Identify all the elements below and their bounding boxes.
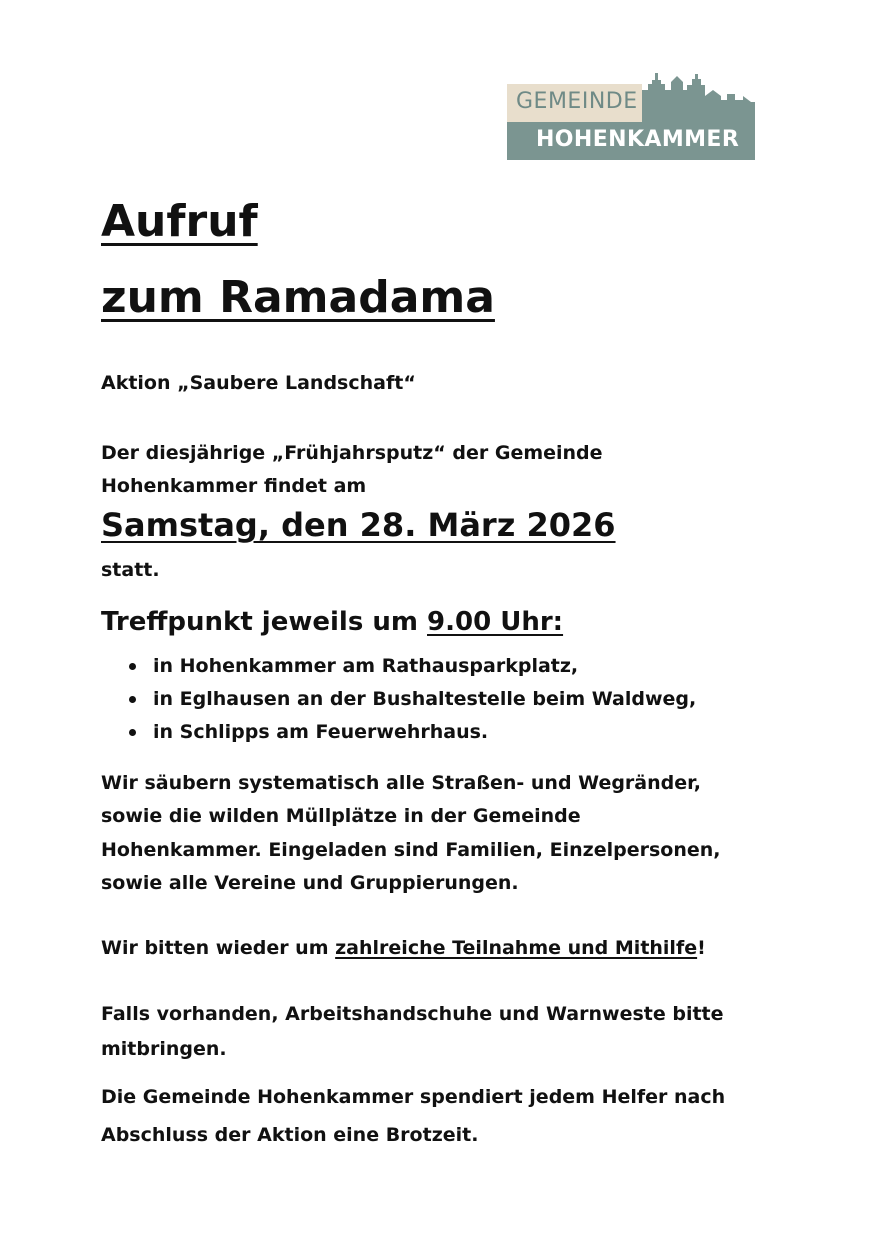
request-suffix: ! bbox=[697, 937, 706, 959]
request-underlined: zahlreiche Teilnahme und Mithilfe bbox=[335, 937, 698, 959]
logo-word-hohenkammer: HOHENKAMMER bbox=[536, 127, 740, 152]
meeting-point-heading bbox=[101, 607, 563, 638]
snack-line-2: Abschluss der Aktion eine Brotzeit. bbox=[101, 1124, 479, 1146]
meeting-time: 9.00 Uhr: bbox=[427, 607, 564, 637]
event-date: Samstag, den 28. März 2026 bbox=[101, 506, 616, 544]
bring-line-2: mitbringen. bbox=[101, 1038, 227, 1060]
request-prefix: Wir bitten wieder um bbox=[101, 937, 336, 959]
logo-word-gemeinde: GEMEINDE bbox=[516, 89, 638, 114]
title-line-1: Aufruf bbox=[101, 196, 258, 247]
action-subtitle: Aktion „Saubere Landschaft“ bbox=[101, 372, 416, 394]
location-item: in Schlipps am Feuerwehrhaus. bbox=[123, 716, 696, 749]
location-item: in Hohenkammer am Rathausparkplatz, bbox=[123, 650, 696, 683]
meeting-label: Treffpunkt jeweils um bbox=[101, 607, 428, 637]
body-line-3: Hohenkammer. Eingeladen sind Familien, Einzelpersonen, bbox=[101, 839, 721, 861]
intro-line-2: Hohenkammer findet am bbox=[101, 475, 367, 497]
body-line-2: sowie die wilden Müllplätze in der Gemeinde bbox=[101, 805, 581, 827]
bring-line-1: Falls vorhanden, Arbeitshandschuhe und Warnweste bitte bbox=[101, 1003, 724, 1025]
meeting-locations-list bbox=[123, 650, 696, 749]
title-line-2: zum Ramadama bbox=[101, 272, 495, 323]
municipality-logo bbox=[507, 72, 757, 162]
request-line bbox=[101, 932, 706, 965]
intro-line-1: Der diesjährige „Frühjahrsputz“ der Gemeinde bbox=[101, 442, 603, 464]
location-item: in Eglhausen an der Bushaltestelle beim Waldweg, bbox=[123, 683, 696, 716]
body-line-4: sowie alle Vereine und Gruppierungen. bbox=[101, 872, 519, 894]
statt-text: statt. bbox=[101, 559, 160, 581]
snack-line-1: Die Gemeinde Hohenkammer spendiert jedem Helfer nach bbox=[101, 1086, 726, 1108]
body-line-1: Wir säubern systematisch alle Straßen- und Wegränder, bbox=[101, 772, 701, 794]
